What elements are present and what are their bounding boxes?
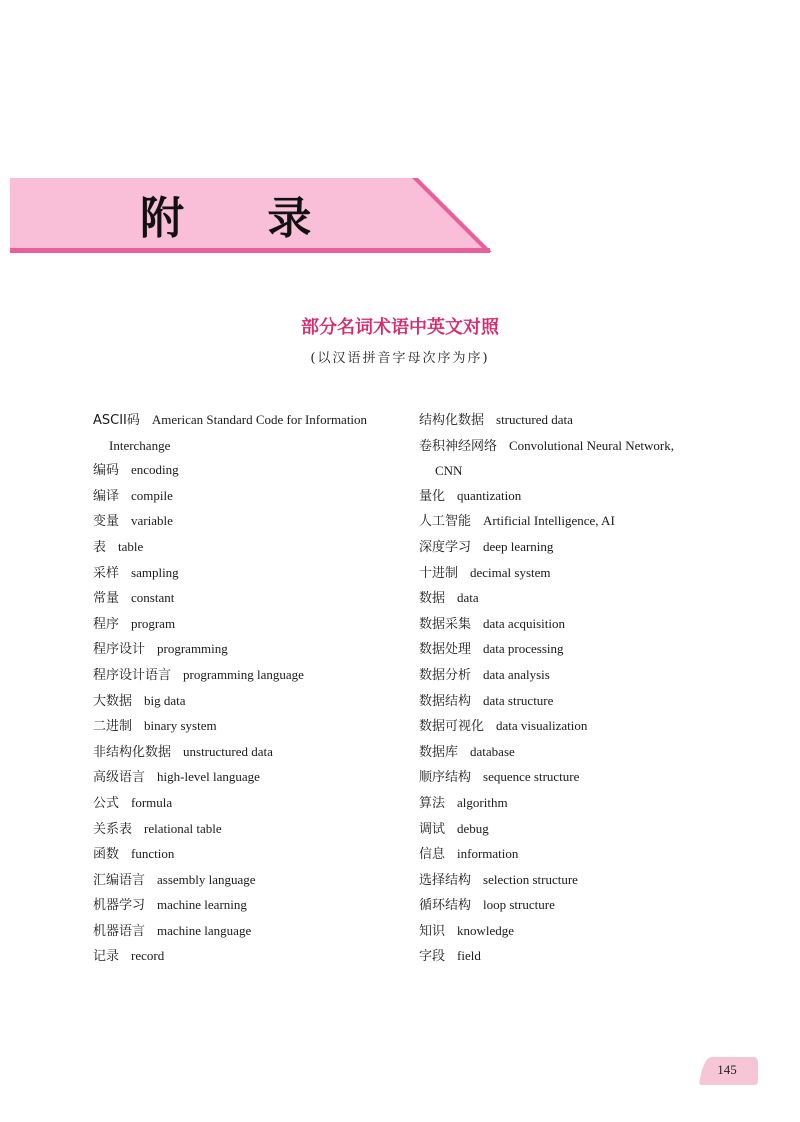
term-en: Convolutional Neural Network, bbox=[509, 437, 675, 453]
term-en: data visualization bbox=[496, 718, 588, 734]
glossary-entry bbox=[93, 944, 403, 970]
term-zh: 编码 bbox=[93, 463, 120, 479]
term-en: sampling bbox=[131, 564, 179, 580]
glossary-entry bbox=[419, 817, 719, 843]
term-en: decimal system bbox=[470, 564, 551, 580]
glossary-entry bbox=[93, 509, 403, 535]
glossary-entry bbox=[419, 586, 719, 612]
glossary-entry bbox=[93, 765, 403, 791]
glossary-entry bbox=[419, 791, 719, 817]
section-title: 部分名词术语中英文对照 bbox=[301, 317, 499, 338]
term-zh: 常量 bbox=[93, 591, 120, 607]
term-en: constant bbox=[131, 590, 175, 606]
term-en: table bbox=[118, 538, 144, 554]
term-en: compile bbox=[131, 487, 173, 503]
glossary-entry bbox=[93, 458, 403, 484]
term-zh: 深度学习 bbox=[419, 539, 472, 555]
glossary-entry bbox=[93, 791, 403, 817]
term-en: loop structure bbox=[483, 897, 555, 913]
term-zh: 信息 bbox=[419, 847, 446, 863]
term-zh: 数据采集 bbox=[419, 616, 472, 632]
term-en: machine learning bbox=[157, 897, 247, 913]
term-zh: 编译 bbox=[93, 488, 120, 504]
term-zh: 二进制 bbox=[93, 719, 133, 735]
term-en: unstructured data bbox=[183, 743, 273, 759]
glossary-entry bbox=[93, 637, 403, 663]
glossary-entry bbox=[419, 535, 719, 561]
term-zh: 数据结构 bbox=[419, 693, 472, 709]
term-en: algorithm bbox=[457, 794, 508, 810]
glossary-entry bbox=[93, 586, 403, 612]
term-en: sequence structure bbox=[483, 769, 580, 785]
term-en: knowledge bbox=[457, 922, 515, 938]
term-en: formula bbox=[131, 794, 173, 810]
term-zh: 数据可视化 bbox=[419, 719, 485, 735]
term-en: selection structure bbox=[483, 871, 578, 887]
term-zh: 人工智能 bbox=[419, 514, 472, 530]
page-number: 145 bbox=[717, 1062, 737, 1077]
glossary-entry bbox=[419, 765, 719, 791]
glossary-entry bbox=[419, 944, 719, 970]
term-en: high-level language bbox=[157, 769, 260, 785]
glossary-entry bbox=[93, 535, 403, 561]
term-en: binary system bbox=[144, 718, 217, 734]
term-zh: 数据 bbox=[419, 591, 446, 607]
term-zh: 知识 bbox=[419, 923, 446, 939]
term-zh: 调试 bbox=[419, 821, 446, 837]
term-en: programming bbox=[157, 641, 228, 657]
term-en: data bbox=[457, 590, 479, 606]
term-zh: 算法 bbox=[419, 795, 446, 811]
term-zh: 机器学习 bbox=[93, 898, 146, 914]
term-zh: 选择结构 bbox=[419, 872, 472, 888]
term-en: quantization bbox=[457, 487, 522, 503]
term-zh: 函数 bbox=[93, 847, 120, 863]
glossary-entry bbox=[93, 612, 403, 638]
term-zh: 卷积神经网络 bbox=[419, 438, 498, 454]
term-en: big data bbox=[144, 692, 186, 708]
term-en: programming language bbox=[183, 666, 304, 682]
term-en: structured data bbox=[496, 412, 573, 427]
term-en: assembly language bbox=[157, 871, 256, 887]
glossary-entry bbox=[93, 842, 403, 868]
term-en: field bbox=[457, 948, 481, 964]
term-en: variable bbox=[131, 513, 173, 529]
term-zh: 量化 bbox=[419, 488, 446, 504]
term-en: encoding bbox=[131, 462, 179, 478]
glossary-entry bbox=[419, 561, 719, 587]
term-zh: 关系表 bbox=[93, 821, 133, 837]
term-zh: 采样 bbox=[93, 565, 120, 581]
term-zh: 程序设计 bbox=[93, 642, 146, 658]
term-zh: 十进制 bbox=[419, 565, 459, 581]
glossary-entry bbox=[419, 714, 719, 740]
term-en: relational table bbox=[144, 820, 222, 836]
term-zh: 大数据 bbox=[93, 693, 133, 709]
term-zh: 数据处理 bbox=[419, 642, 472, 658]
glossary-entry bbox=[419, 919, 719, 945]
term-zh: 记录 bbox=[93, 949, 120, 965]
glossary-entry bbox=[93, 714, 403, 740]
glossary-entry bbox=[93, 663, 403, 689]
term-en: machine language bbox=[157, 922, 252, 938]
term-en: function bbox=[131, 846, 175, 862]
header-banner bbox=[0, 0, 800, 270]
term-zh: 变量 bbox=[93, 514, 120, 530]
term-zh: 数据库 bbox=[419, 744, 459, 760]
term-en: record bbox=[131, 948, 165, 964]
glossary-entry bbox=[419, 637, 719, 663]
term-en: Artificial Intelligence, AI bbox=[483, 513, 615, 529]
term-en-continued: Interchange bbox=[109, 437, 171, 453]
glossary-entry bbox=[419, 842, 719, 868]
term-zh: 程序 bbox=[93, 616, 120, 632]
term-en: American Standard Code for Information bbox=[151, 412, 368, 427]
appendix-title: 附 录 bbox=[140, 193, 346, 244]
glossary-right-column bbox=[419, 408, 719, 970]
glossary-entry bbox=[419, 509, 719, 535]
term-zh: 表 bbox=[93, 539, 107, 555]
glossary-entry bbox=[93, 868, 403, 894]
glossary-left-column bbox=[93, 408, 403, 970]
term-en: data acquisition bbox=[483, 615, 565, 631]
term-zh: 高级语言 bbox=[93, 770, 146, 786]
term-en: data processing bbox=[483, 641, 564, 657]
glossary-entry bbox=[93, 408, 403, 434]
glossary-entry bbox=[419, 484, 719, 510]
glossary-entry bbox=[419, 689, 719, 715]
term-zh: ASCII码 bbox=[93, 413, 140, 428]
term-zh: 数据分析 bbox=[419, 667, 472, 683]
term-en: data structure bbox=[483, 692, 554, 708]
term-en-continued: CNN bbox=[435, 463, 463, 479]
section-subtitle: (以汉语拼音字母次序为序) bbox=[310, 351, 490, 366]
term-zh: 顺序结构 bbox=[419, 770, 472, 786]
glossary-entry bbox=[93, 484, 403, 510]
term-zh: 循环结构 bbox=[419, 898, 472, 914]
term-zh: 机器语言 bbox=[93, 923, 146, 939]
glossary-entry bbox=[419, 612, 719, 638]
glossary-entry bbox=[93, 893, 403, 919]
term-en: debug bbox=[457, 820, 489, 836]
glossary-entry bbox=[419, 868, 719, 894]
glossary-entry bbox=[93, 919, 403, 945]
glossary-entry bbox=[419, 893, 719, 919]
glossary-entry bbox=[419, 434, 719, 460]
glossary-entry bbox=[419, 740, 719, 766]
term-en: deep learning bbox=[483, 538, 554, 554]
term-zh: 程序设计语言 bbox=[93, 667, 172, 683]
term-zh: 汇编语言 bbox=[93, 872, 146, 888]
term-zh: 非结构化数据 bbox=[93, 744, 172, 760]
glossary-entry bbox=[419, 408, 719, 434]
term-en: data analysis bbox=[483, 666, 550, 682]
glossary-entry bbox=[419, 663, 719, 689]
glossary-entry bbox=[93, 561, 403, 587]
term-zh: 结构化数据 bbox=[419, 413, 485, 428]
glossary-entry bbox=[93, 740, 403, 766]
term-en: database bbox=[470, 743, 515, 759]
glossary-entry bbox=[93, 817, 403, 843]
term-zh: 字段 bbox=[419, 949, 446, 965]
term-en: information bbox=[457, 846, 519, 862]
term-zh: 公式 bbox=[93, 795, 120, 811]
term-en: program bbox=[131, 615, 176, 631]
glossary-entry bbox=[93, 689, 403, 715]
